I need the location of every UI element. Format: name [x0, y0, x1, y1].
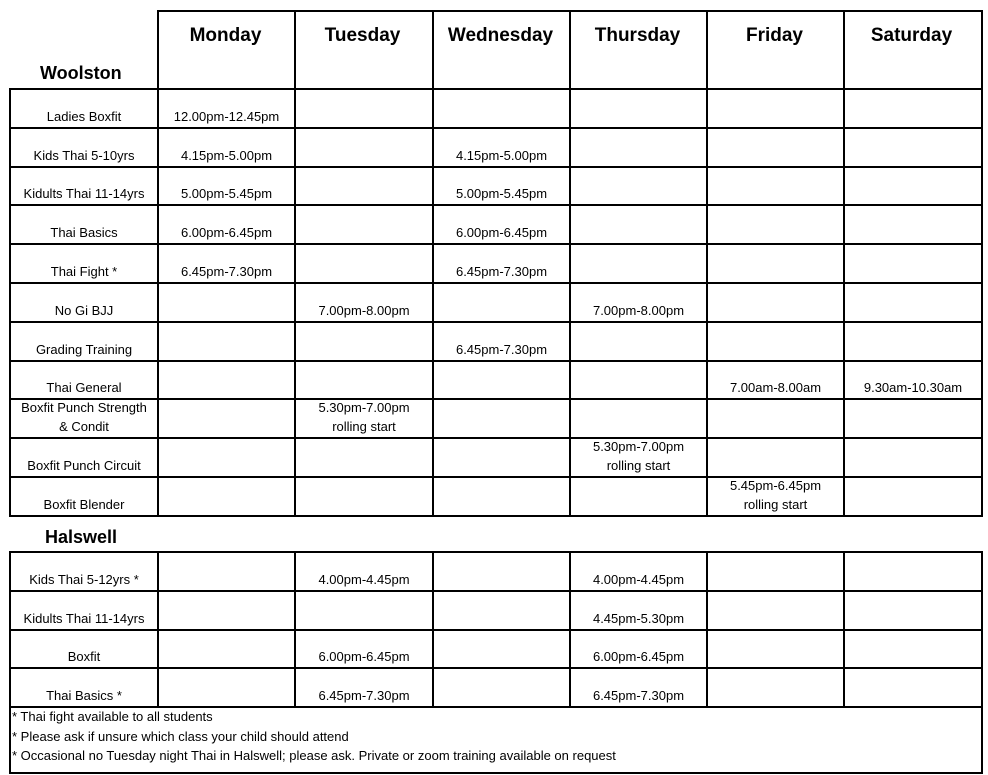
- time-cell-tuesday: [296, 206, 432, 243]
- time-cell-thursday: [571, 631, 706, 667]
- time-cell-saturday: [845, 400, 981, 437]
- time-cell-thursday: [571, 362, 706, 398]
- column-line: [981, 88, 983, 517]
- time-cell-monday: [159, 478, 294, 515]
- class-time: 6.45pm-7.30pm: [455, 342, 548, 357]
- class-name: Kidults Thai 11-14yrs: [23, 611, 145, 626]
- time-cell-wednesday: [434, 669, 569, 706]
- time-cell-monday: [159, 400, 294, 437]
- time-cell-monday: [159, 553, 294, 590]
- time-cell-wednesday: [434, 90, 569, 127]
- class-name-cell: [11, 129, 157, 166]
- class-time: 6.45pm-7.30pm: [180, 264, 273, 279]
- class-time: 5.00pm-5.45pm: [180, 186, 273, 201]
- class-name: Boxfit Blender: [43, 497, 125, 512]
- class-time: 4.00pm-4.45pm: [318, 572, 410, 587]
- class-time: 6.00pm-6.45pm: [455, 225, 548, 240]
- class-name: No Gi BJJ: [54, 303, 114, 318]
- day-header-thursday: Thursday: [594, 25, 681, 46]
- day-header-friday: Friday: [745, 25, 804, 46]
- time-cell-friday: [708, 129, 843, 166]
- time-cell-tuesday: [296, 323, 432, 360]
- time-cell-thursday: [571, 245, 706, 282]
- time-cell-tuesday: [296, 439, 432, 476]
- location-label-halswell: Halswell: [45, 527, 118, 547]
- time-cell-thursday: [571, 206, 706, 243]
- time-cell-saturday: [845, 129, 981, 166]
- class-time: 4.00pm-4.45pm: [592, 572, 685, 587]
- class-name-cell: [11, 206, 157, 243]
- class-name: Thai Basics: [50, 225, 118, 240]
- time-cell-friday: [708, 168, 843, 204]
- time-cell-friday: [708, 553, 843, 590]
- class-time: 4.45pm-5.30pm: [592, 611, 685, 626]
- time-cell-saturday: [845, 631, 981, 667]
- header-column-line: [843, 10, 845, 88]
- time-cell-tuesday: [296, 90, 432, 127]
- header-column-line: [569, 10, 571, 88]
- class-time: 7.00pm-8.00pm: [318, 303, 410, 318]
- time-cell-wednesday: [434, 478, 569, 515]
- class-name-cell: [11, 168, 157, 204]
- header-column-line: [294, 10, 296, 88]
- class-name: Kids Thai 5-12yrs *: [29, 572, 139, 587]
- time-cell-monday: [159, 284, 294, 321]
- time-cell-monday: [159, 362, 294, 398]
- time-cell-monday: [159, 168, 294, 204]
- time-cell-wednesday: [434, 362, 569, 398]
- class-name-cell: [11, 439, 157, 476]
- column-line: [981, 551, 983, 708]
- class-name-cell: [11, 90, 157, 127]
- time-cell-saturday: [845, 592, 981, 629]
- footnote: * Please ask if unsure which class your child should attend: [12, 728, 349, 744]
- notes-box-bottom-line: [9, 772, 983, 774]
- header-column-line: [981, 10, 983, 88]
- class-time: rolling start: [743, 497, 808, 512]
- class-time: 6.45pm-7.30pm: [318, 688, 410, 703]
- time-cell-saturday: [845, 245, 981, 282]
- time-cell-monday: [159, 439, 294, 476]
- time-cell-saturday: [845, 362, 981, 398]
- class-name-cell: [11, 478, 157, 515]
- class-name-cell: [11, 400, 157, 437]
- class-name-cell: [11, 362, 157, 398]
- header-column-line: [432, 10, 434, 88]
- time-cell-friday: [708, 439, 843, 476]
- time-cell-monday: [159, 323, 294, 360]
- time-cell-monday: [159, 90, 294, 127]
- time-cell-wednesday: [434, 284, 569, 321]
- header-column-line: [706, 10, 708, 88]
- class-time: 5.30pm-7.00pm: [318, 400, 410, 415]
- class-time: 7.00pm-8.00pm: [592, 303, 685, 318]
- time-cell-monday: [159, 206, 294, 243]
- time-cell-monday: [159, 592, 294, 629]
- class-name: Kidults Thai 11-14yrs: [23, 186, 145, 201]
- time-cell-saturday: [845, 168, 981, 204]
- time-cell-tuesday: [296, 592, 432, 629]
- time-cell-tuesday: [296, 669, 432, 706]
- footnote: * Occasional no Tuesday night Thai in Halswell; please ask. Private or zoom training available on request: [12, 748, 616, 763]
- time-cell-thursday: [571, 592, 706, 629]
- time-cell-saturday: [845, 439, 981, 476]
- time-cell-thursday: [571, 553, 706, 590]
- time-cell-friday: [708, 284, 843, 321]
- class-name-cell: [11, 323, 157, 360]
- class-name: Ladies Boxfit: [46, 109, 122, 124]
- time-cell-friday: [708, 90, 843, 127]
- time-cell-tuesday: [296, 400, 432, 437]
- time-cell-wednesday: [434, 631, 569, 667]
- time-cell-friday: [708, 631, 843, 667]
- time-cell-saturday: [845, 323, 981, 360]
- time-cell-monday: [159, 669, 294, 706]
- row-line: [9, 706, 983, 708]
- class-time: 4.15pm-5.00pm: [455, 148, 548, 163]
- class-time: 12.00pm-12.45pm: [173, 109, 280, 124]
- day-header-tuesday: Tuesday: [324, 25, 401, 46]
- class-time: 6.45pm-7.30pm: [592, 688, 685, 703]
- time-cell-saturday: [845, 478, 981, 515]
- class-name: & Condit: [59, 419, 109, 434]
- class-time: 5.00pm-5.45pm: [455, 186, 548, 201]
- time-cell-tuesday: [296, 631, 432, 667]
- time-cell-thursday: [571, 400, 706, 437]
- time-cell-thursday: [571, 284, 706, 321]
- time-cell-friday: [708, 478, 843, 515]
- class-time: 9.30am-10.30am: [863, 380, 963, 395]
- time-cell-tuesday: [296, 553, 432, 590]
- time-cell-tuesday: [296, 284, 432, 321]
- time-cell-wednesday: [434, 206, 569, 243]
- time-cell-thursday: [571, 439, 706, 476]
- time-cell-monday: [159, 245, 294, 282]
- day-header-monday: Monday: [189, 25, 262, 46]
- time-cell-thursday: [571, 90, 706, 127]
- class-time: 6.00pm-6.45pm: [180, 225, 273, 240]
- class-time: 6.00pm-6.45pm: [318, 649, 410, 664]
- time-cell-tuesday: [296, 129, 432, 166]
- class-name-cell: [11, 669, 157, 706]
- time-cell-wednesday: [434, 400, 569, 437]
- time-cell-saturday: [845, 206, 981, 243]
- time-cell-wednesday: [434, 592, 569, 629]
- notes-box-line: [981, 707, 983, 774]
- time-cell-wednesday: [434, 323, 569, 360]
- notes-box-line: [9, 707, 11, 774]
- class-name: Thai General: [46, 380, 122, 395]
- class-name-cell: [11, 284, 157, 321]
- class-name: Thai Basics *: [46, 688, 122, 703]
- class-name-cell: [11, 592, 157, 629]
- time-cell-friday: [708, 206, 843, 243]
- class-time: 5.45pm-6.45pm: [729, 478, 822, 493]
- time-cell-thursday: [571, 129, 706, 166]
- time-cell-wednesday: [434, 439, 569, 476]
- time-cell-saturday: [845, 669, 981, 706]
- time-cell-thursday: [571, 669, 706, 706]
- class-time: 4.15pm-5.00pm: [180, 148, 273, 163]
- time-cell-tuesday: [296, 245, 432, 282]
- class-name-cell: [11, 245, 157, 282]
- class-time: 6.45pm-7.30pm: [455, 264, 548, 279]
- time-cell-friday: [708, 323, 843, 360]
- time-cell-saturday: [845, 284, 981, 321]
- row-line: [9, 515, 983, 517]
- class-time: 7.00am-8.00am: [729, 380, 822, 395]
- time-cell-tuesday: [296, 362, 432, 398]
- class-time: rolling start: [332, 419, 396, 434]
- class-time: rolling start: [606, 458, 671, 473]
- time-cell-friday: [708, 362, 843, 398]
- time-cell-friday: [708, 400, 843, 437]
- time-cell-wednesday: [434, 168, 569, 204]
- day-header-saturday: Saturday: [870, 25, 953, 46]
- class-name: Kids Thai 5-10yrs: [33, 148, 135, 163]
- class-name: Boxfit Punch Strength: [21, 400, 147, 415]
- class-name-cell: [11, 631, 157, 667]
- time-cell-saturday: [845, 553, 981, 590]
- class-time: 6.00pm-6.45pm: [592, 649, 685, 664]
- time-cell-wednesday: [434, 553, 569, 590]
- location-label-woolston: Woolston: [40, 63, 122, 83]
- class-name: Thai Fight *: [50, 264, 118, 279]
- class-time: 5.30pm-7.00pm: [592, 439, 685, 454]
- time-cell-friday: [708, 592, 843, 629]
- time-cell-wednesday: [434, 245, 569, 282]
- header-column-line: [157, 10, 159, 88]
- time-cell-tuesday: [296, 168, 432, 204]
- time-cell-tuesday: [296, 478, 432, 515]
- time-cell-thursday: [571, 168, 706, 204]
- time-cell-monday: [159, 631, 294, 667]
- class-name: Boxfit Punch Circuit: [27, 458, 141, 473]
- time-cell-friday: [708, 245, 843, 282]
- class-name-cell: [11, 553, 157, 590]
- class-name: Grading Training: [35, 342, 133, 357]
- footnote: * Thai fight available to all students: [12, 709, 213, 724]
- class-name: Boxfit: [67, 649, 101, 664]
- time-cell-friday: [708, 669, 843, 706]
- time-cell-thursday: [571, 478, 706, 515]
- time-cell-wednesday: [434, 129, 569, 166]
- time-cell-saturday: [845, 90, 981, 127]
- day-header-wednesday: Wednesday: [447, 25, 554, 46]
- time-cell-monday: [159, 129, 294, 166]
- time-cell-thursday: [571, 323, 706, 360]
